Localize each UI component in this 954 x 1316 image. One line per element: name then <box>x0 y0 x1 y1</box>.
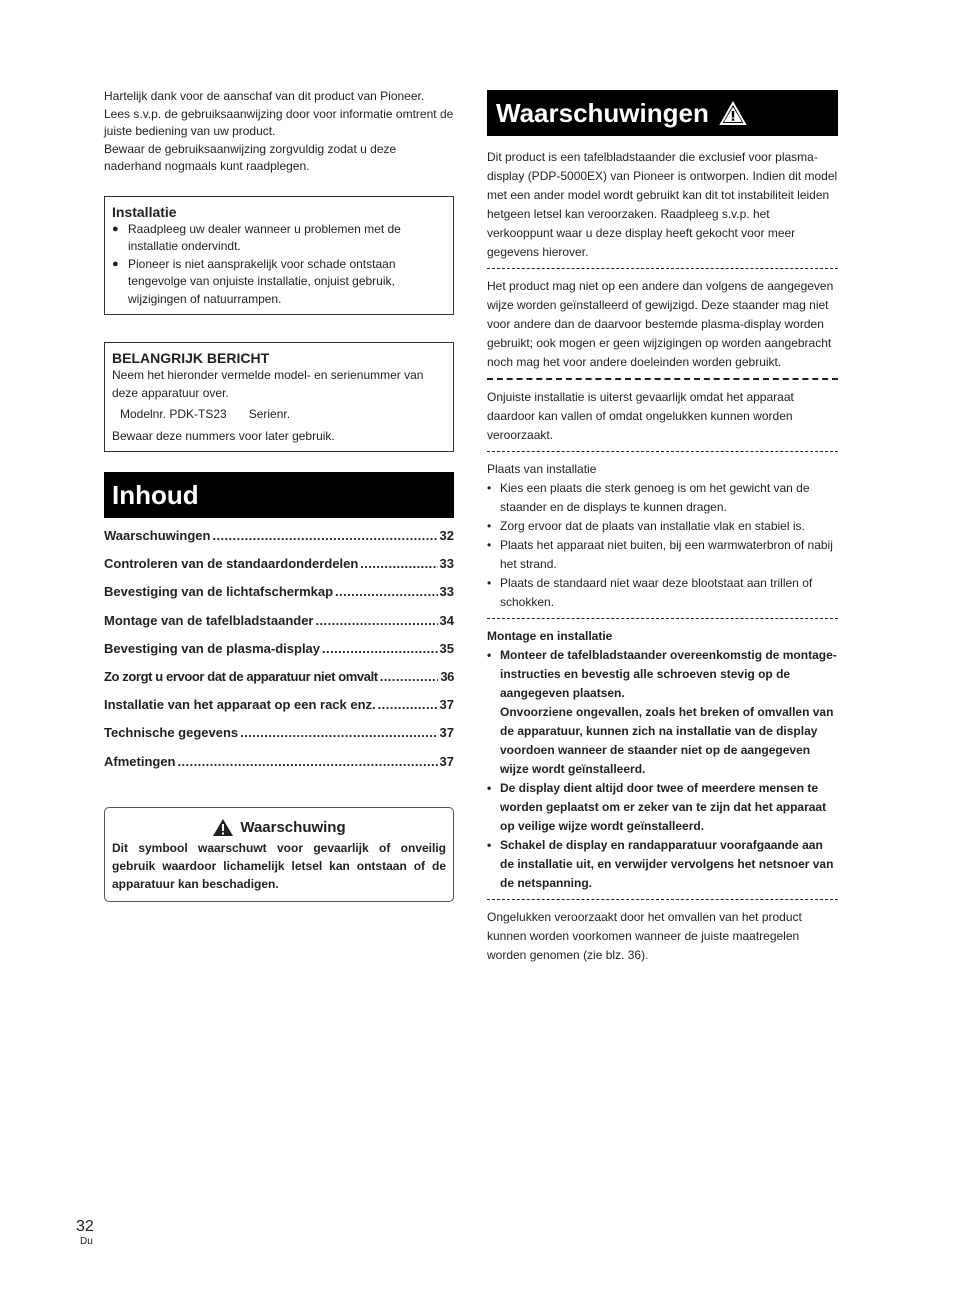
notice-footer: Bewaar deze nummers voor later gebruik. <box>112 428 335 443</box>
warnings-p1 <box>487 148 838 262</box>
warnings-final <box>487 908 838 965</box>
toc-item[interactable] <box>104 695 454 723</box>
list-item: • Plaats het apparaat niet buiten, bij een warmwaterbron of nabij het strand. <box>487 536 838 574</box>
paragraph: Dit product is een tafelbladstaander die exclusief voor plasma-display (PDP-5000EX) van Pioneer is ontworpen. Indien dit model met een ander model wordt gebruikt kan dit tot instabiliteit leiden hetgeen letsel kan veroorzaken. Raadpleeg s.v.p. het verkooppunt waar u deze display heeft gekocht voor meer gegevens hierover. <box>487 150 838 259</box>
serial-number: Serienr. <box>248 407 291 421</box>
toc-page: 34 <box>439 612 454 628</box>
mounting-title: Montage en installatie <box>487 629 613 643</box>
intro-line: Lees s.v.p. de gebruiksaanwijzing door voor informatie omtrent de juiste bediening van uw product. <box>104 106 454 138</box>
toc-item[interactable] <box>104 752 454 780</box>
toc-label: Technische gegevens <box>104 725 239 741</box>
toc-page: 37 <box>439 725 454 741</box>
dashed-divider <box>487 618 838 619</box>
location-list <box>487 479 838 612</box>
mounting-list <box>487 646 838 893</box>
toc-page: 32 <box>439 528 454 543</box>
page-number: 32 <box>76 1218 94 1235</box>
toc-item[interactable] <box>104 639 454 667</box>
toc-page: 37 <box>439 697 454 713</box>
toc-label: Bevestiging van de lichtafschermkap <box>104 584 334 600</box>
dashed-divider <box>487 268 838 269</box>
list-item: ● Pioneer is niet aansprakelijk voor schade ontstaan tengevolge van onjuiste installatie, onjuist gebruik, wijzigingen of natuurrampen. <box>112 256 446 309</box>
warning-box-title: Waarschuwing <box>240 818 346 836</box>
dashed-divider <box>487 451 838 452</box>
list-item-text: Monteer de tafelbladstaander overeenkomstig de montage-instructies en bevestig alle schroeven stevig op de aangegeven plaatsen. <box>500 648 837 700</box>
installation-location <box>487 460 838 612</box>
list-item: • Schakel de display en randapparatuur voorafgaande aan de installatie uit, en verwijder vervolgens het netsnoer van de netspanning. <box>487 836 838 893</box>
toc-page: 36 <box>440 668 454 684</box>
paragraph: Het product mag niet op een andere dan volgens de aangegeven wijze worden geïnstalleerd of gewijzigd. Deze staander mag niet voor andere dan de daarvoor bestemde plasma-display worden gebruikt; ook mogen er geen wijzigingen op worden aangebracht noch mag het voor andere doeleinden worden gebruikt. <box>487 279 834 369</box>
toc-item[interactable] <box>104 582 454 610</box>
list-item: • De display dient altijd door twee of meerdere mensen te worden geplaatst om er zeker van te zijn dat het apparaat op veilige wijze wordt geïnstalleerd. <box>487 779 838 836</box>
notice-title: BELANGRIJK BERICHT <box>112 350 270 366</box>
warnings-p2 <box>487 277 838 372</box>
warnings-heading <box>487 90 838 136</box>
intro-line: Bewaar de gebruiksaanwijzing zorgvuldig zodat u deze naderhand nogmaals kunt raadplegen. <box>104 141 397 173</box>
warning-symbol-box <box>104 807 454 902</box>
warning-triangle-icon <box>212 818 234 837</box>
toc-page: 37 <box>439 753 454 769</box>
toc-label: Bevestiging van de plasma-display <box>104 640 321 656</box>
toc-label: Montage van de tafelbladstaander <box>104 612 314 628</box>
notice-text: Neem het hieronder vermelde model- en serienummer van deze apparatuur over. <box>112 368 424 400</box>
toc-item[interactable] <box>104 554 454 582</box>
warnings-heading-text: Waarschuwingen <box>496 98 709 128</box>
location-title: Plaats van installatie <box>487 462 597 476</box>
toc-page: 35 <box>439 640 454 656</box>
warnings-p3 <box>487 388 838 445</box>
installation-title: Installatie <box>112 203 177 220</box>
notice-models <box>112 406 446 424</box>
left-column <box>104 88 454 902</box>
toc-item[interactable] <box>104 526 454 554</box>
list-item: • Kies een plaats die sterk genoeg is om het gewicht van de staander en de displays te kunnen dragen. <box>487 479 838 517</box>
toc-label: Afmetingen <box>104 753 176 769</box>
model-number: Modelnr. PDK-TS23 <box>120 407 227 421</box>
list-item: • Zorg ervoor dat de plaats van installatie vlak en stabiel is. <box>487 517 838 536</box>
mounting-installation <box>487 627 838 893</box>
toc-page: 33 <box>439 556 454 572</box>
installation-box <box>104 196 454 316</box>
list-item: ● Raadpleeg uw dealer wanneer u problemen met de installatie ondervindt. <box>112 221 446 256</box>
warning-box-header <box>112 818 446 837</box>
intro-text <box>104 88 454 176</box>
toc-label: Controleren van de standaardonderdelen <box>104 556 359 572</box>
page-language: Du <box>80 1236 93 1247</box>
installation-list <box>112 221 446 309</box>
dashed-divider <box>487 378 838 380</box>
contents-heading: Inhoud <box>104 472 454 518</box>
warning-box-text: Dit symbool waarschuwt voor gevaarlijk of onveilig gebruik waardoor lichamelijk letsel kan ontstaan of de apparatuur kan beschadigen. <box>112 840 446 891</box>
right-column <box>487 90 838 965</box>
toc-item[interactable] <box>104 611 454 639</box>
toc-page: 33 <box>439 584 454 600</box>
toc-label: Waarschuwingen <box>104 528 211 543</box>
table-of-contents <box>104 526 454 780</box>
warning-triangle-icon <box>719 101 747 126</box>
toc-item[interactable] <box>104 723 454 751</box>
intro-line: Hartelijk dank voor de aanschaf van dit product van Pioneer. <box>104 89 425 103</box>
list-item <box>487 646 838 779</box>
paragraph: Onjuiste installatie is uiterst gevaarlijk omdat het apparaat daardoor kan vallen of omdat ongelukken kunnen worden veroorzaakt. <box>487 390 794 442</box>
dashed-divider <box>487 899 838 900</box>
list-item: • Plaats de standaard niet waar deze blootstaat aan trillen of schokken. <box>487 574 838 612</box>
paragraph: Ongelukken veroorzaakt door het omvallen van het product kunnen worden voorkomen wanneer de juiste maatregelen worden genomen (zie blz. 36). <box>487 910 802 962</box>
list-item-subtext: Onvoorziene ongevallen, zoals het breken of omvallen van de apparatuur, kunnen zich na installatie van de display voordoen wanneer de staander niet op de aangegeven wijze wordt geïnstalleerd. <box>500 705 834 776</box>
important-notice-box <box>104 342 454 452</box>
toc-label: Installatie van het apparaat op een rack enz. <box>104 697 376 713</box>
toc-label: Zo zorgt u ervoor dat de apparatuur niet omvalt <box>104 668 378 684</box>
toc-item[interactable] <box>104 667 454 695</box>
